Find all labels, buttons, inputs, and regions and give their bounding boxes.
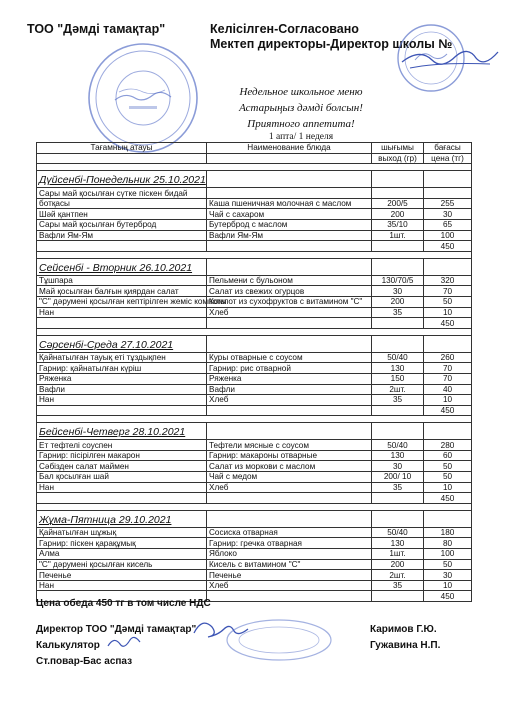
dish-price: 70 (424, 286, 472, 297)
dish-price: 70 (424, 363, 472, 374)
col-ru-header: Наименование блюда (207, 143, 372, 154)
total-blank (372, 405, 424, 416)
dish-output: 130/70/5 (372, 275, 424, 286)
table-row (37, 352, 472, 363)
dish-name-ru: Каша пшеничная молочная с маслом (207, 198, 372, 209)
dish-output: 35 (372, 395, 424, 406)
dish-name-kz: Сары май қосылған бутерброд (37, 219, 207, 230)
dish-output: 35 (372, 482, 424, 493)
table-row (37, 570, 472, 581)
dish-price: 260 (424, 352, 472, 363)
day-title: Дүйсенбі-Понедельник 25.10.2021 (37, 171, 207, 188)
dish-name-ru: Компот из сухофруктов с витамином "С" (207, 296, 372, 307)
total-blank (207, 241, 372, 252)
dish-name-kz: ботқасы (37, 198, 207, 209)
dish-price: 30 (424, 570, 472, 581)
dish-output: 50/40 (372, 527, 424, 538)
menu-table (36, 142, 472, 602)
spacer-cell (37, 164, 472, 171)
dish-output: 50/40 (372, 352, 424, 363)
dish-name-ru: Салат из свежих огурцов (207, 286, 372, 297)
table-row (37, 549, 472, 560)
table-row (37, 209, 472, 220)
total-blank (207, 318, 372, 329)
table-row (37, 538, 472, 549)
dish-name-kz: Нан (37, 395, 207, 406)
day-title: Жұма-Пятница 29.10.2021 (37, 510, 207, 527)
dish-name-kz: Нан (37, 482, 207, 493)
total-blank (372, 318, 424, 329)
dish-output: 35 (372, 307, 424, 318)
dish-name-ru (207, 188, 372, 199)
spacer-cell (37, 416, 472, 423)
total-blank (37, 241, 207, 252)
dish-price: 320 (424, 275, 472, 286)
day-total: 450 (424, 493, 472, 504)
spacer-cell (37, 503, 472, 510)
dish-name-kz: Вафли (37, 384, 207, 395)
dish-output: 200 (372, 296, 424, 307)
day-title: Сейсенбі - Вторник 26.10.2021 (37, 258, 207, 275)
calculator-label: Калькулятор (36, 640, 100, 651)
day-blank (207, 335, 372, 352)
dish-name-kz: Гарнир: қайнатылған күріш (37, 363, 207, 374)
dish-name-kz: Нан (37, 580, 207, 591)
intro-line-2: Астарыңыз дәмді болсын! (239, 102, 363, 114)
total-blank (37, 405, 207, 416)
table-row (37, 527, 472, 538)
table-row (37, 482, 472, 493)
dish-name-ru: Хлеб (207, 482, 372, 493)
dish-price: 60 (424, 450, 472, 461)
dish-name-ru: Сосиска отварная (207, 527, 372, 538)
day-total-row (37, 493, 472, 504)
day-total-row (37, 405, 472, 416)
dish-output: 200/ 10 (372, 472, 424, 483)
director-signature (400, 42, 500, 76)
dish-name-kz: Вафли Ям-Ям (37, 230, 207, 241)
dish-name-ru: Хлеб (207, 395, 372, 406)
dish-price (424, 188, 472, 199)
dish-name-kz: Май қосылған балғын қиярдан салат (37, 286, 207, 297)
table-row (37, 450, 472, 461)
dish-name-kz: Гарнир: пісірілген макарон (37, 450, 207, 461)
table-row (37, 307, 472, 318)
dish-price: 255 (424, 198, 472, 209)
spacer-row (37, 251, 472, 258)
school-director-label: Мектеп директоры-Директор школы № (210, 37, 453, 51)
dish-name-kz: Қайнатылған тауық еті тұздықпен (37, 352, 207, 363)
dish-price: 10 (424, 482, 472, 493)
dish-output: 2шт. (372, 570, 424, 581)
director-name: Каримов Г.Ю. (370, 624, 437, 635)
day-blank (424, 335, 472, 352)
table-header-row-2 (37, 153, 472, 164)
menu-intro (0, 84, 524, 143)
day-header-row (37, 335, 472, 352)
day-title: Сәрсенбі-Среда 27.10.2021 (37, 335, 207, 352)
director-label: Директор ТОО "Дәмді тамақтар" (36, 624, 197, 635)
dish-name-ru: Печенье (207, 570, 372, 581)
table-row (37, 440, 472, 451)
dish-price: 30 (424, 209, 472, 220)
table-row (37, 188, 472, 199)
dish-price: 100 (424, 230, 472, 241)
dish-output: 130 (372, 363, 424, 374)
col-kz-header: Тағамның атауы (37, 143, 207, 154)
dish-name-kz: Ряженка (37, 373, 207, 384)
dish-name-ru: Пельмени с бульоном (207, 275, 372, 286)
dish-output: 50/40 (372, 440, 424, 451)
dish-name-kz: Гарнир: піскен қарақұмық (37, 538, 207, 549)
dish-name-kz: Шәй қантпен (37, 209, 207, 220)
dish-output: 150 (372, 373, 424, 384)
dish-price: 40 (424, 384, 472, 395)
dish-price: 280 (424, 440, 472, 451)
col-price-header-top: бағасы (424, 143, 472, 154)
day-blank (424, 423, 472, 440)
cook-label: Ст.повар-Бас аспаз (36, 656, 133, 667)
dish-price: 50 (424, 559, 472, 570)
table-row (37, 384, 472, 395)
dish-name-ru: Вафли (207, 384, 372, 395)
dish-name-kz: Сәбізден салат маймен (37, 461, 207, 472)
dish-price: 50 (424, 296, 472, 307)
table-row (37, 363, 472, 374)
day-header-row (37, 423, 472, 440)
dish-price: 50 (424, 472, 472, 483)
menu-body (37, 164, 472, 602)
total-blank (37, 493, 207, 504)
dish-name-ru: Кисель с витамином "С" (207, 559, 372, 570)
agreed-label: Келісілген-Согласовано (210, 22, 359, 36)
dish-name-kz: Ет тефтелі соуспен (37, 440, 207, 451)
table-row (37, 472, 472, 483)
dish-price: 70 (424, 373, 472, 384)
dish-name-kz: Алма (37, 549, 207, 560)
day-blank (207, 258, 372, 275)
day-blank (424, 258, 472, 275)
table-row (37, 296, 472, 307)
dish-price: 50 (424, 461, 472, 472)
day-blank (424, 171, 472, 188)
calculator-signature (104, 632, 144, 656)
day-total: 450 (424, 241, 472, 252)
dish-price: 65 (424, 219, 472, 230)
dish-output: 30 (372, 286, 424, 297)
day-blank (372, 423, 424, 440)
dish-name-kz: Тұшпара (37, 275, 207, 286)
table-row (37, 230, 472, 241)
day-total: 450 (424, 318, 472, 329)
day-total: 450 (424, 591, 472, 602)
table-row (37, 395, 472, 406)
day-title: Бейсенбі-Четверг 28.10.2021 (37, 423, 207, 440)
price-note: Цена обеда 450 тг в том числе НДС (36, 598, 211, 609)
dish-name-ru: Яблоко (207, 549, 372, 560)
day-total-row (37, 241, 472, 252)
col-out-header-top: шығымы (372, 143, 424, 154)
table-row (37, 286, 472, 297)
dish-output: 200 (372, 559, 424, 570)
total-blank (207, 493, 372, 504)
total-blank (372, 241, 424, 252)
total-blank (207, 591, 372, 602)
spacer-row (37, 503, 472, 510)
dish-name-ru: Вафли Ям-Ям (207, 230, 372, 241)
dish-name-ru: Ряженка (207, 373, 372, 384)
dish-price: 10 (424, 580, 472, 591)
day-blank (372, 510, 424, 527)
dish-name-ru: Гарнир: рис отварной (207, 363, 372, 374)
dish-name-ru: Чай с медом (207, 472, 372, 483)
spacer-row (37, 328, 472, 335)
dish-name-ru: Салат из моркови с маслом (207, 461, 372, 472)
day-blank (207, 171, 372, 188)
dish-output: 1шт. (372, 549, 424, 560)
col-price-header: цена (тг) (424, 153, 472, 164)
header-blank-1 (37, 153, 207, 164)
intro-line-1: Недельное школьное меню (239, 86, 363, 98)
day-blank (372, 258, 424, 275)
spacer-cell (37, 328, 472, 335)
dish-name-ru: Гарнир: гречка отварная (207, 538, 372, 549)
dish-output: 30 (372, 461, 424, 472)
day-blank (372, 171, 424, 188)
day-header-row (37, 258, 472, 275)
intro-line-3: Приятного аппетита! (247, 118, 355, 130)
day-blank (207, 423, 372, 440)
total-blank (207, 405, 372, 416)
day-header-row (37, 510, 472, 527)
dish-name-ru: Бутерброд с маслом (207, 219, 372, 230)
dish-output: 130 (372, 538, 424, 549)
day-blank (424, 510, 472, 527)
dish-name-kz: "С" дәрумені қосылған кисель (37, 559, 207, 570)
calculator-name: Гужавина Н.П. (370, 640, 441, 651)
dish-price: 10 (424, 395, 472, 406)
dish-name-ru: Хлеб (207, 580, 372, 591)
table-row (37, 198, 472, 209)
dish-price: 180 (424, 527, 472, 538)
dish-output: 130 (372, 450, 424, 461)
day-header-row (37, 171, 472, 188)
header-blank-2 (207, 153, 372, 164)
dish-output: 2шт. (372, 384, 424, 395)
dish-name-kz: Бал қосылған шай (37, 472, 207, 483)
dish-output: 200/5 (372, 198, 424, 209)
dish-name-kz: Нан (37, 307, 207, 318)
dish-price: 80 (424, 538, 472, 549)
dish-name-ru: Чай с сахаром (207, 209, 372, 220)
table-row (37, 219, 472, 230)
table-row (37, 275, 472, 286)
dish-output (372, 188, 424, 199)
day-blank (372, 335, 424, 352)
dish-price: 100 (424, 549, 472, 560)
dish-price: 10 (424, 307, 472, 318)
table-row (37, 461, 472, 472)
dish-name-ru: Гарнир: макароны отварные (207, 450, 372, 461)
spacer-row (37, 416, 472, 423)
dish-name-kz: Печенье (37, 570, 207, 581)
dish-output: 35/10 (372, 219, 424, 230)
day-total: 450 (424, 405, 472, 416)
dish-name-ru: Хлеб (207, 307, 372, 318)
table-row (37, 559, 472, 570)
spacer-cell (37, 251, 472, 258)
dish-name-ru: Куры отварные с соусом (207, 352, 372, 363)
dish-name-kz: Қайнатылған шұжық (37, 527, 207, 538)
table-header-row (37, 143, 472, 154)
col-out-header: выход (гр) (372, 153, 424, 164)
dish-name-ru: Тефтели мясные с соусом (207, 440, 372, 451)
total-blank (372, 591, 424, 602)
dish-name-kz: "С" дәрумені қосылған кептірілген жеміс компоты (37, 296, 207, 307)
day-total-row (37, 318, 472, 329)
table-row (37, 373, 472, 384)
company-name: ТОО "Дәмді тамақтар" (27, 22, 166, 36)
footer-stamp (225, 618, 333, 662)
dish-output: 200 (372, 209, 424, 220)
dish-output: 35 (372, 580, 424, 591)
dish-name-kz: Сары май қосылған сүтке піскен бидай (37, 188, 207, 199)
spacer-row (37, 164, 472, 171)
dish-output: 1шт. (372, 230, 424, 241)
day-blank (207, 510, 372, 527)
total-blank (372, 493, 424, 504)
total-blank (37, 318, 207, 329)
table-row (37, 580, 472, 591)
week-label: 1 апта/ 1 неделя (268, 132, 334, 142)
